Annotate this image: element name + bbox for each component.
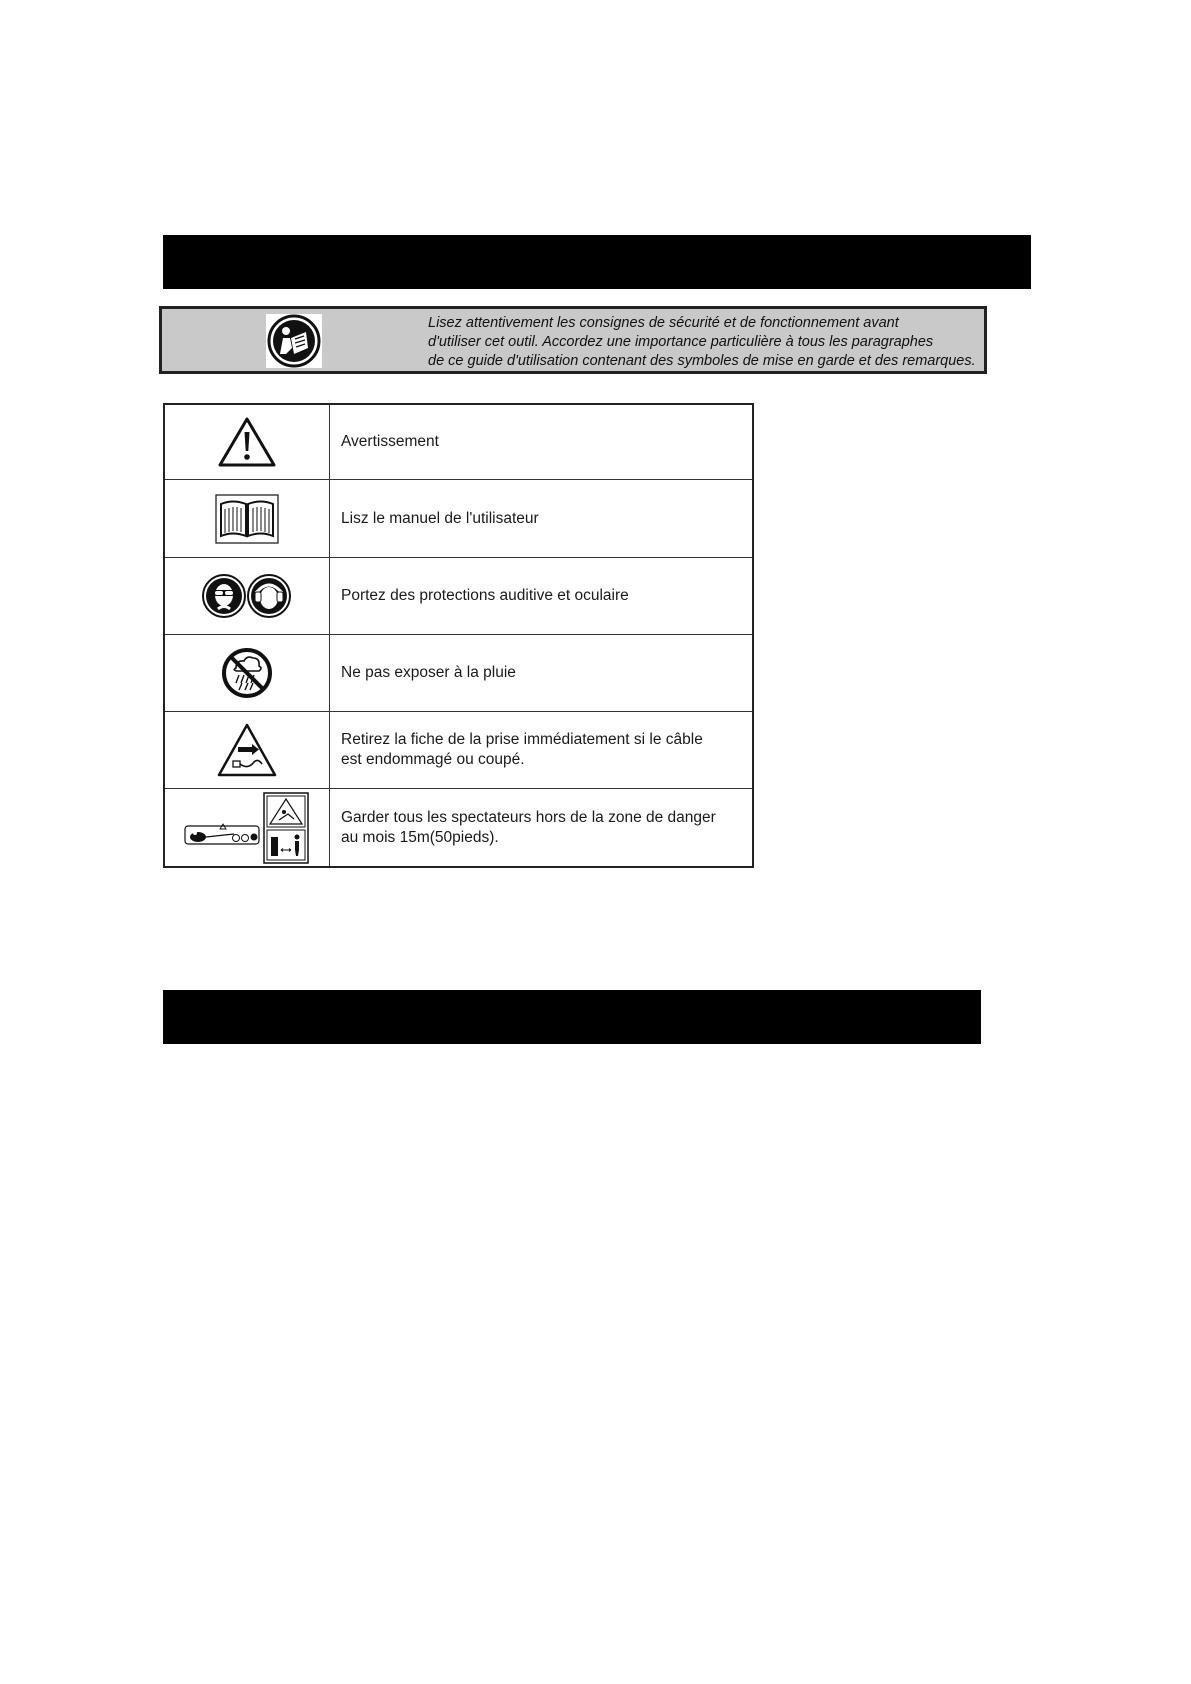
table-row bbox=[165, 712, 752, 789]
symbol-text-line: Lisz le manuel de l'utilisateur bbox=[341, 509, 539, 527]
notice-line: d'utiliser cet outil. Accordez une importance particulière à tous les paragraphes bbox=[428, 334, 934, 350]
symbol-description bbox=[341, 480, 751, 557]
no-rain-icon bbox=[165, 635, 330, 711]
symbol-text-line: Garder tous les spectateurs hors de la zone de danger bbox=[341, 808, 716, 826]
table-row bbox=[165, 558, 752, 635]
section-header-bar-bottom bbox=[163, 990, 981, 1044]
table-row bbox=[165, 635, 752, 712]
read-manual-icon bbox=[266, 314, 322, 368]
symbol-description bbox=[341, 712, 751, 788]
safety-notice-text bbox=[428, 314, 988, 371]
symbol-description bbox=[341, 558, 751, 634]
notice-line: de ce guide d'utilisation contenant des symboles de mise en garde et des remarques. bbox=[428, 353, 976, 369]
warning-triangle-icon bbox=[165, 405, 330, 479]
eye-ear-protection-icon bbox=[165, 558, 330, 634]
section-header-bar-top bbox=[163, 235, 1031, 289]
symbol-text-line: Retirez la fiche de la prise immédiatement si le câble bbox=[341, 731, 703, 748]
symbol-text-line: au mois 15m(50pieds). bbox=[341, 828, 499, 846]
symbol-description bbox=[341, 635, 751, 711]
symbol-text-line: Ne pas exposer à la pluie bbox=[341, 664, 516, 681]
safety-notice-box bbox=[159, 306, 987, 374]
symbol-description bbox=[341, 405, 751, 479]
keep-bystanders-away-icon bbox=[165, 789, 330, 866]
unplug-damaged-cable-icon bbox=[165, 712, 330, 788]
open-book-icon bbox=[165, 480, 330, 557]
symbol-text-line: est endommagé ou coupé. bbox=[341, 751, 525, 768]
symbol-text-line: Portez des protections auditive et oculaire bbox=[341, 587, 629, 604]
table-row bbox=[165, 480, 752, 558]
notice-line: Lisez attentivement les consignes de sécurité et de fonctionnement avant bbox=[428, 315, 899, 331]
symbol-text-line: Avertissement bbox=[341, 433, 439, 450]
symbol-description bbox=[341, 789, 751, 866]
table-row bbox=[165, 405, 752, 480]
table-row bbox=[165, 789, 752, 866]
safety-symbols-table bbox=[163, 403, 754, 868]
